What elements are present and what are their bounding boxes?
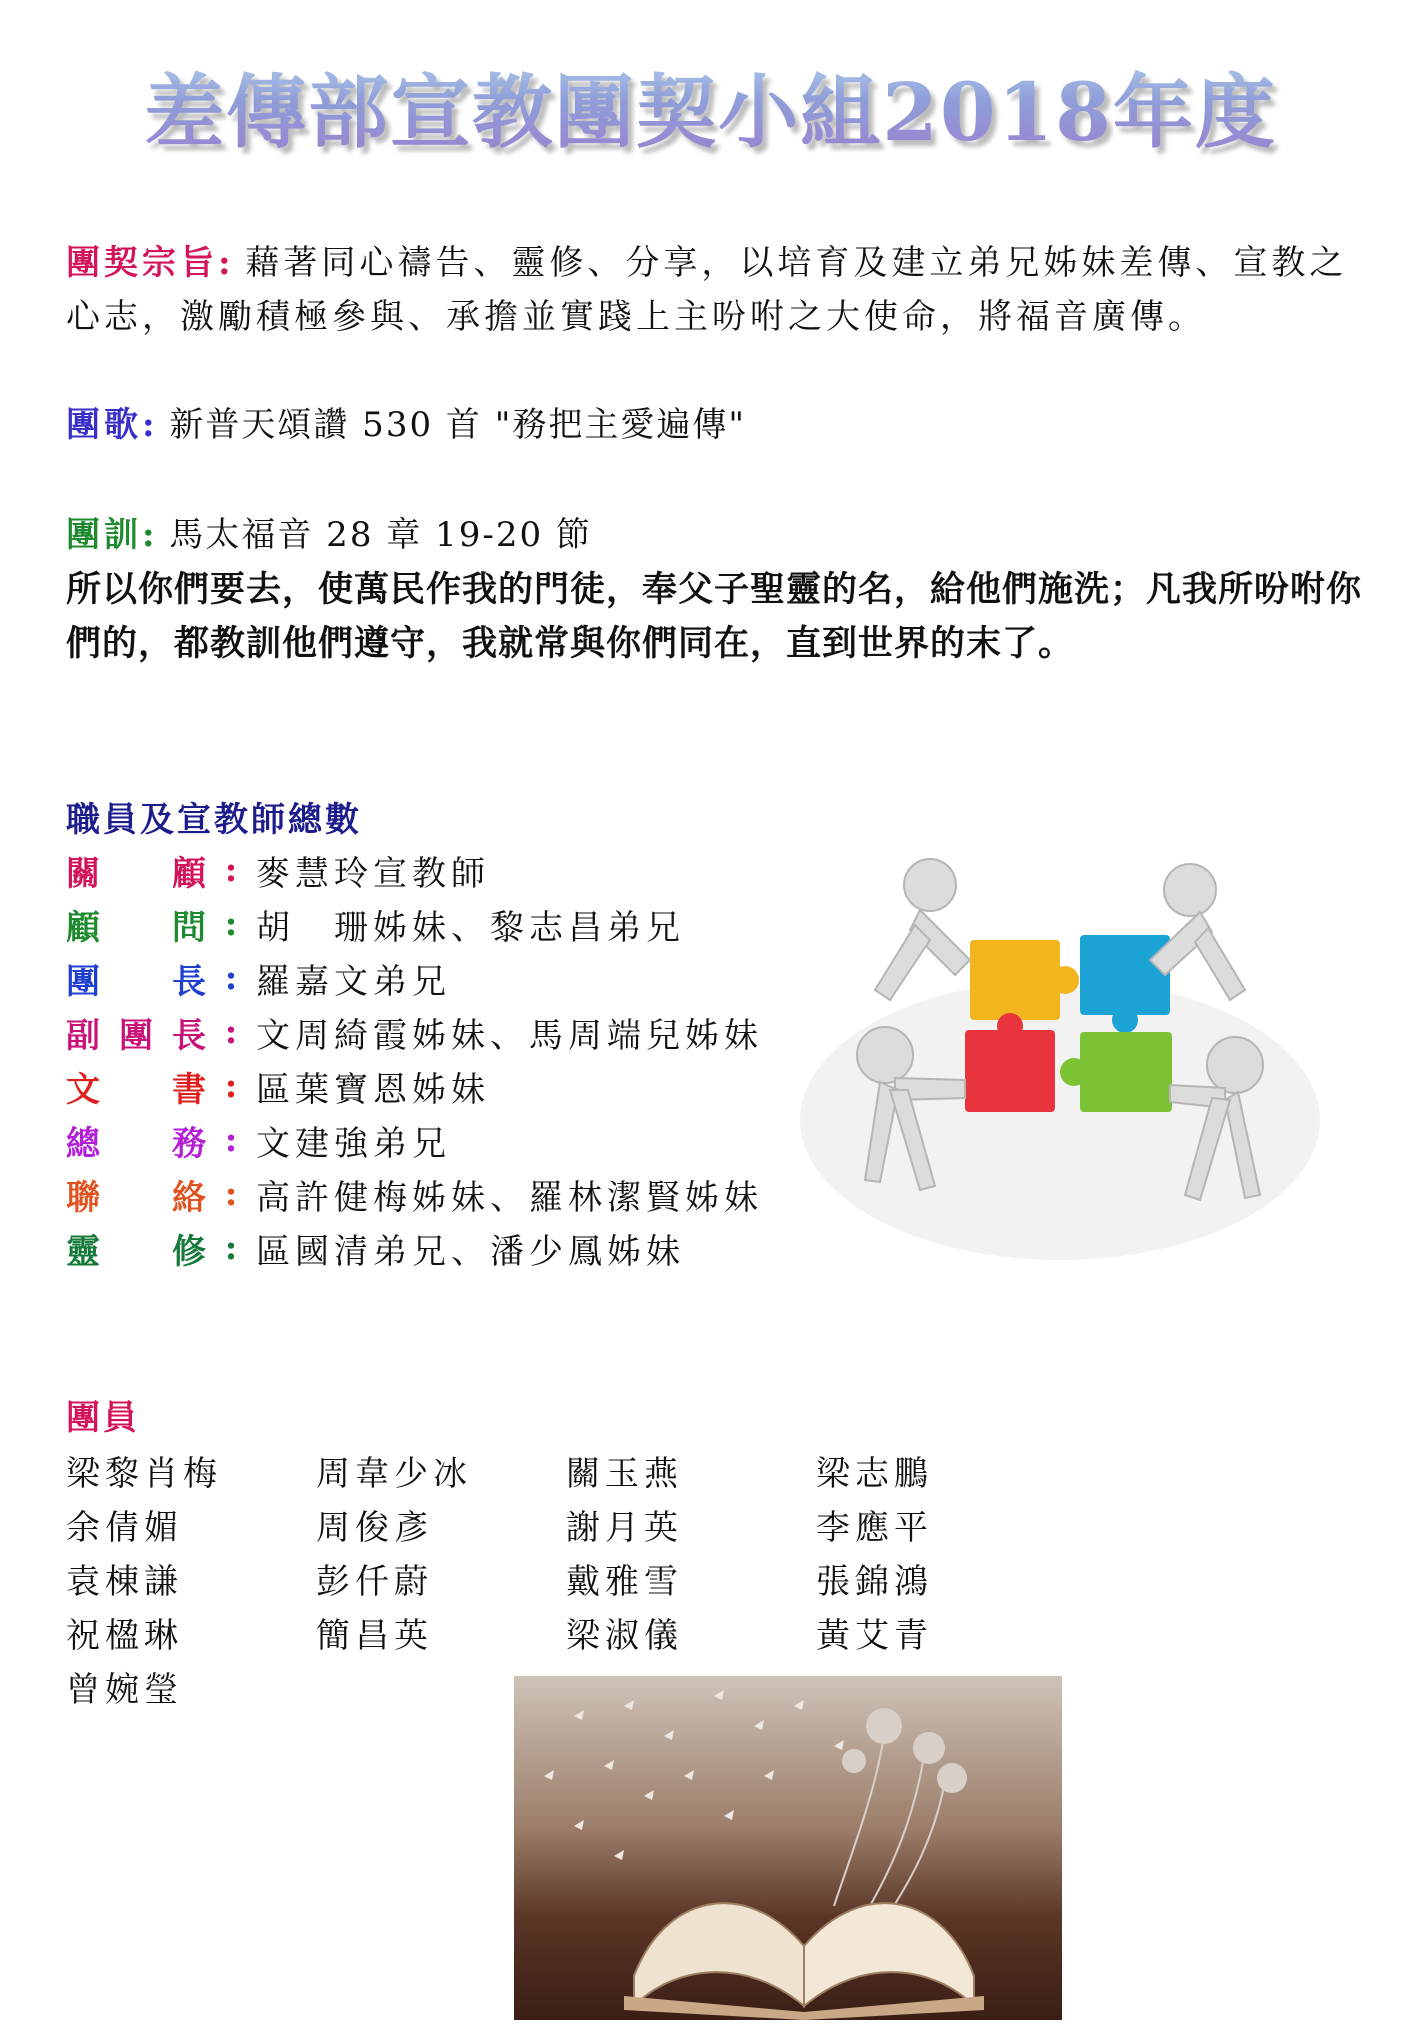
- staff-colon: :: [224, 1012, 238, 1052]
- staff-names: 羅嘉文弟兄: [256, 961, 451, 1002]
- book-butterflies-image: [514, 1676, 1062, 2020]
- member-name: 曾婉瑩: [66, 1669, 183, 1710]
- song-label: 團歌:: [66, 405, 159, 445]
- member-row: [66, 1551, 1066, 1605]
- staff-row: [66, 1221, 826, 1275]
- page-title: 差傳部宣教團契小組2018年度: [0, 48, 1421, 163]
- member-name: 周俊彥: [316, 1507, 433, 1548]
- member-name: 李應平: [816, 1507, 933, 1548]
- member-name: 余倩媚: [66, 1507, 183, 1548]
- staff-role-char: 關: [66, 853, 100, 894]
- staff-role-char: 修: [172, 1231, 206, 1272]
- staff-colon: :: [224, 1120, 238, 1160]
- member-row: [66, 1443, 1066, 1497]
- song-paragraph: [66, 398, 1366, 452]
- purpose-text: 藉著同心禱告、靈修、分享，以培育及建立弟兄姊妹差傳、宣教之心志，激勵積極參與、承擔並實踐上主吩咐之大使命，將福音廣傳。: [66, 243, 1348, 337]
- member-row: [66, 1605, 1066, 1659]
- staff-role: [66, 954, 206, 1003]
- staff-role-char: 團: [66, 961, 100, 1002]
- member-name: 謝月英: [566, 1507, 683, 1548]
- staff-role: [66, 1116, 206, 1165]
- staff-role: [66, 1062, 206, 1111]
- staff-role: [66, 900, 206, 949]
- member-name: 戴雅雪: [566, 1561, 683, 1602]
- staff-names: 區葉寶恩姊妹: [256, 1069, 490, 1110]
- staff-role-char: 問: [172, 907, 206, 948]
- staff-role-char: 長: [172, 961, 206, 1002]
- staff-row: [66, 843, 826, 897]
- staff-names: 麥慧玲宣教師: [256, 853, 490, 894]
- staff-role-char: 團: [119, 1015, 153, 1056]
- staff-role-char: 絡: [172, 1177, 206, 1218]
- bible-verse: 所以你們要去，使萬民作我的門徒，奉父子聖靈的名，給他們施洗；凡我所吩咐你們的，都教訓他們遵守，我就常與你們同在，直到世界的末了。: [66, 569, 1363, 664]
- staff-role-char: 文: [66, 1069, 100, 1110]
- member-name: 簡昌英: [316, 1615, 433, 1656]
- member-name: 梁淑儀: [566, 1615, 683, 1656]
- staff-role-char: 書: [172, 1069, 206, 1110]
- staff-role-char: 副: [66, 1015, 100, 1056]
- member-name: 祝楹琳: [66, 1615, 183, 1656]
- members-heading: 團員: [66, 1398, 140, 1438]
- member-name: 梁志鵬: [816, 1453, 933, 1494]
- staff-row: [66, 1113, 826, 1167]
- staff-role: [66, 1224, 206, 1273]
- motto-label: 團訓:: [66, 515, 159, 555]
- staff-colon: :: [224, 1174, 238, 1214]
- member-name: 袁棟謙: [66, 1561, 183, 1602]
- staff-row: [66, 1005, 826, 1059]
- staff-role-char: 總: [66, 1123, 100, 1164]
- puzzle-teamwork-image: [780, 850, 1340, 1290]
- member-name: 周韋少冰: [316, 1453, 472, 1494]
- staff-row: [66, 951, 826, 1005]
- staff-names: 區國清弟兄、潘少鳳姊妹: [256, 1231, 685, 1272]
- staff-role-char: 聯: [66, 1177, 100, 1218]
- staff-row: [66, 897, 826, 951]
- purpose-paragraph: [66, 236, 1366, 344]
- staff-role: [66, 1170, 206, 1219]
- staff-role-char: 務: [172, 1123, 206, 1164]
- staff-colon: :: [224, 904, 238, 944]
- member-name: 梁黎肖梅: [66, 1453, 222, 1494]
- staff-heading: 職員及宣教師總數: [66, 800, 362, 840]
- motto-text: 馬太福音 28 章 19-20 節: [169, 515, 592, 555]
- staff-role-char: 顧: [66, 907, 100, 948]
- staff-role-char: 靈: [66, 1231, 100, 1272]
- song-text: 新普天頌讚 530 首 "務把主愛遍傳": [169, 405, 746, 445]
- staff-colon: :: [224, 1066, 238, 1106]
- staff-names: 胡 珊姊妹、黎志昌弟兄: [256, 907, 685, 948]
- members-grid: [66, 1443, 1066, 1713]
- staff-role: [66, 846, 206, 895]
- staff-role: [66, 1008, 206, 1057]
- staff-names: 文建強弟兄: [256, 1123, 451, 1164]
- purpose-label: 團契宗旨:: [66, 243, 235, 283]
- staff-names: 高許健梅姊妹、羅林潔賢姊妹: [256, 1177, 763, 1218]
- staff-role-char: 長: [172, 1015, 206, 1056]
- member-row: [66, 1497, 1066, 1551]
- member-name: 黃艾青: [816, 1615, 933, 1656]
- staff-colon: :: [224, 958, 238, 998]
- motto-paragraph: [66, 508, 1366, 562]
- member-name: 關玉燕: [566, 1453, 683, 1494]
- member-name: 張錦鴻: [816, 1561, 933, 1602]
- staff-list: [66, 843, 826, 1275]
- staff-row: [66, 1167, 826, 1221]
- staff-names: 文周綺霞姊妹、馬周端兒姊妹: [256, 1015, 763, 1056]
- staff-colon: :: [224, 850, 238, 890]
- staff-row: [66, 1059, 826, 1113]
- staff-colon: :: [224, 1228, 238, 1268]
- staff-role-char: 顧: [172, 853, 206, 894]
- member-name: 彭仟蔚: [316, 1561, 433, 1602]
